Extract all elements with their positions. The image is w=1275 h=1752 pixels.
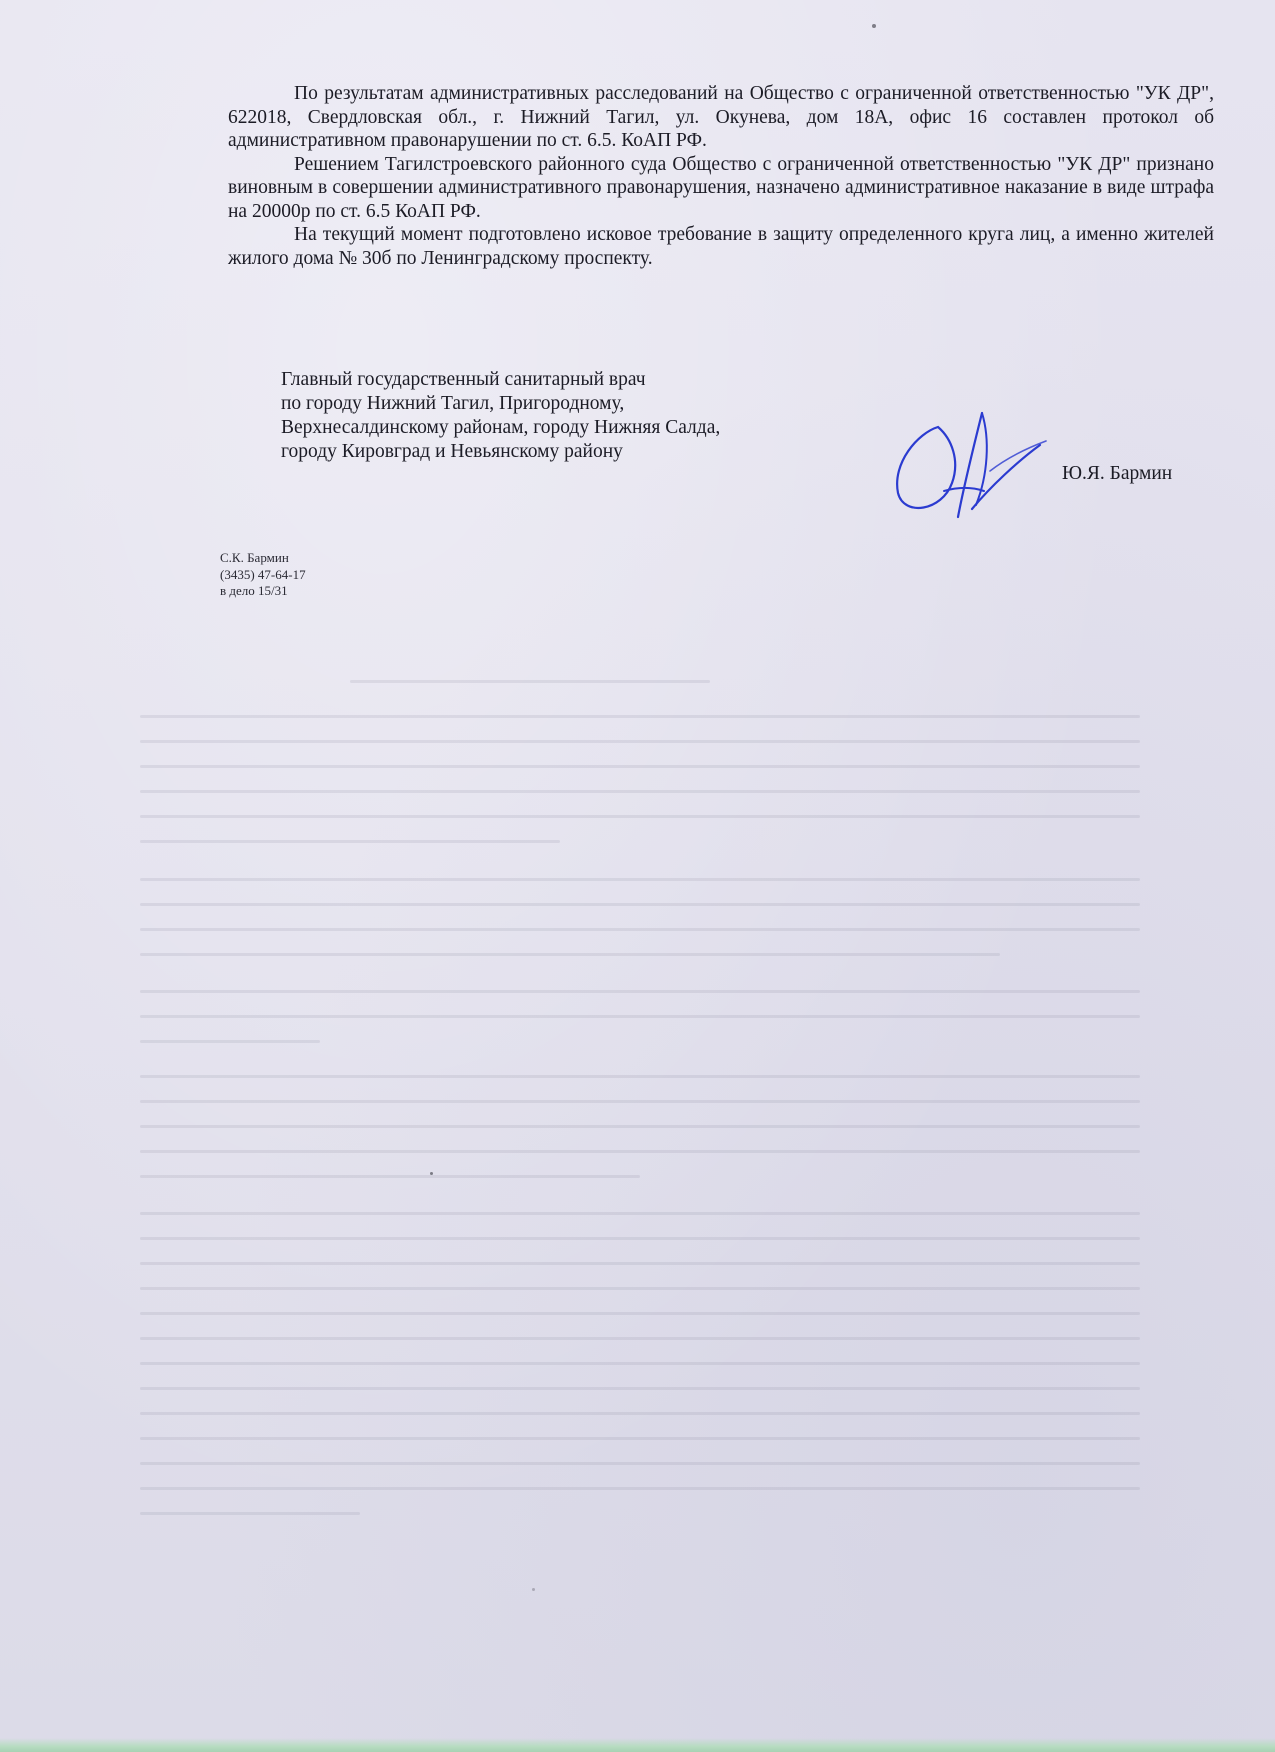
signer-title-line: по городу Нижний Тагил, Пригородному, bbox=[281, 393, 625, 414]
paragraph-protocol: По результатам административных расследований на Общество с ограниченной ответственностью "УК ДР", 622018, Свердловская обл., г. Нижний Тагил, ул. Окунева, дом 18А, офис 16 составлен протокол об административном правонарушении по ст. 6.5. КоАП РФ. bbox=[228, 83, 1214, 151]
executor-name: С.К. Бармин bbox=[220, 550, 289, 565]
handwritten-signature bbox=[880, 405, 1070, 530]
scan-edge bbox=[0, 1738, 1275, 1752]
signer-name: Ю.Я. Бармин bbox=[1062, 463, 1173, 484]
executor-block bbox=[220, 550, 306, 600]
scan-speck bbox=[872, 24, 876, 28]
signer-title-block bbox=[281, 368, 841, 464]
scan-speck bbox=[532, 1588, 535, 1591]
paragraph-claim: На текущий момент подготовлено исковое требование в защиту определенного круга лиц, а именно жителей жилого дома № 30б по Ленинградскому проспекту. bbox=[228, 224, 1214, 269]
signer-title-line: Главный государственный санитарный врач bbox=[281, 369, 646, 390]
scan-speck bbox=[430, 1172, 433, 1175]
executor-phone: (3435) 47-64-17 bbox=[220, 566, 306, 582]
signer-title-line: Верхнесалдинскому районам, городу Нижняя Салда, bbox=[281, 417, 721, 438]
paragraph-court-decision: Решением Тагилстроевского районного суда Общество с ограниченной ответственностью "УК ДР" признано виновным в совершении административного правонарушения, назначено административное наказание в виде штрафа на 20000р по ст. 6.5 КоАП РФ. bbox=[228, 153, 1214, 222]
signer-title-line: городу Кировград и Невьянскому району bbox=[281, 441, 623, 462]
file-reference: в дело 15/31 bbox=[220, 583, 288, 598]
letter-body bbox=[228, 82, 1214, 270]
